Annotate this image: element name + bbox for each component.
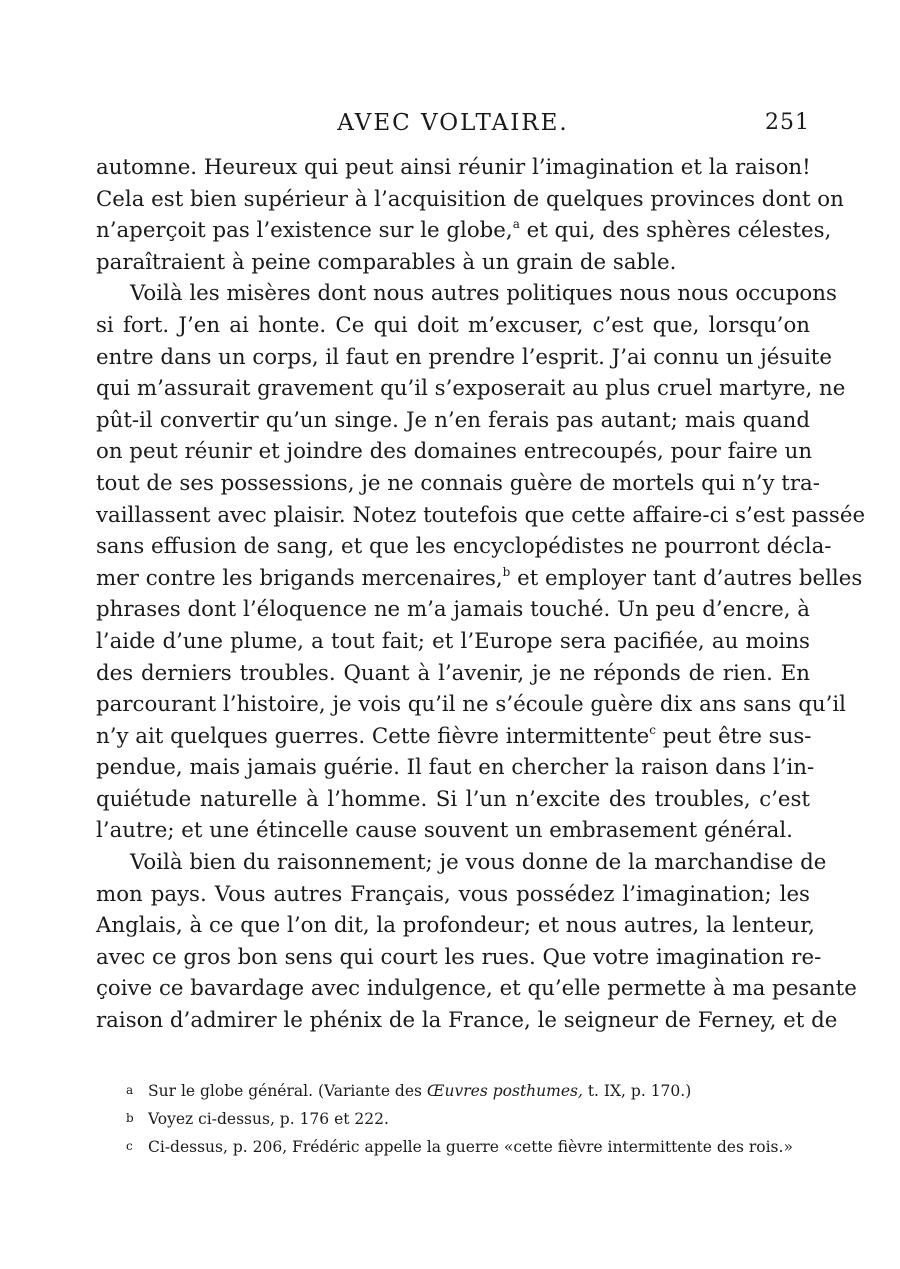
text-line: raison d’admirer le phénix de la France, le seigneur de Ferney, et de (96, 1008, 838, 1034)
text-line: çoive ce bavardage avec indulgence, et qu’elle permette à ma pesante (96, 976, 857, 1002)
footnote-ref-c: c (649, 722, 656, 737)
footnote-marker: b (126, 1111, 134, 1125)
text-line: entre dans un corps, il faut en prendre l’esprit. J’ai connu un jésuite (96, 344, 832, 370)
text-line: Voilà les misères dont nous autres politiques nous nous occupons (130, 281, 837, 307)
text-line: vaillassent avec plaisir. Notez toutefois que cette affaire-ci s’est passée (96, 502, 866, 528)
text-line: automne. Heureux qui peut ainsi réunir l’imagination et la raison! (96, 155, 811, 180)
text-line: l’aide d’une plume, a tout fait; et l’Europe sera pacifiée, au moins (96, 628, 810, 654)
text-line: l’autre; et une étincelle cause souvent un embrasement général. (96, 818, 793, 844)
text-line: sans effusion de sang, et que les encyclopédistes ne pourront décla- (96, 534, 832, 560)
footnote-marker: c (126, 1139, 133, 1153)
text-line: paraîtraient à peine comparables à un grain de sable. (96, 249, 677, 275)
footnote-a: a Sur le globe général. (Variante des Œuvres posthumes, t. IX, p. 170.) (126, 1077, 816, 1105)
text-line: qui m’assurait gravement qu’il s’exposerait au plus cruel martyre, ne (96, 376, 846, 402)
text-line: si fort. J’en ai honte. Ce qui doit m’excuser, c’est que, lorsqu’on (96, 312, 810, 338)
text-line: pût-il convertir qu’un singe. Je n’en ferais pas autant; mais quand (96, 407, 810, 433)
page-number: 251 (765, 110, 810, 135)
text-line: mer contre les brigands mercenaires,$^b$ et employer tant d’autres belles (96, 564, 863, 591)
footnote-ref-a: a (512, 217, 520, 232)
text-line: avec ce gros bon sens qui court les rues. Que votre imagination re- (96, 944, 822, 970)
footnotes (126, 1077, 816, 1161)
text-line: mon pays. Vous autres Français, vous possédez l’imagination; les (96, 881, 810, 907)
text-line: Anglais, à ce que l’on dit, la profondeur; et nous autres, la lenteur, (96, 913, 815, 939)
text-line: parcourant l’histoire, je vois qu’il ne s’écoule guère dix ans sans qu’il (96, 692, 846, 718)
text-line: n’y ait quelques guerres. Cette fièvre intermittente$^c$ peut être sus- (96, 722, 812, 749)
text-line: Voilà bien du raisonnement; je vous donne de la marchandise de (130, 850, 827, 876)
running-head (96, 110, 810, 140)
text-line: tout de ses possessions, je ne connais guère de mortels qui n’y tra- (96, 470, 820, 496)
footnote-marker: a (126, 1083, 134, 1097)
running-title: AVEC VOLTAIRE. (337, 110, 569, 136)
text-line: pendue, mais jamais guérie. Il faut en chercher la raison dans l’in- (96, 755, 815, 781)
text-line: des derniers troubles. Quant à l’avenir, je ne réponds de rien. En (96, 660, 810, 686)
footnote-ref-b: b (502, 564, 511, 579)
text-line: on peut réunir et joindre des domaines entrecoupés, pour faire un (96, 439, 813, 465)
body-text (96, 152, 866, 1037)
text-line: quiétude naturelle à l’homme. Si l’un n’excite des troubles, c’est (96, 786, 810, 812)
footnote-c: c Ci-dessus, p. 206, Frédéric appelle la guerre «cette fièvre intermittente des rois.» (126, 1133, 816, 1161)
text-line: n’aperçoit pas l’existence sur le globe,$^a$ et qui, des sphères célestes, (96, 217, 832, 244)
footnote-b: b Voyez ci-dessus, p. 176 et 222. (126, 1105, 816, 1133)
text-line: phrases dont l’éloquence ne m’a jamais touché. Un peu d’encre, à (96, 597, 810, 623)
text-line: Cela est bien supérieur à l’acquisition de quelques provinces dont on (96, 186, 844, 212)
